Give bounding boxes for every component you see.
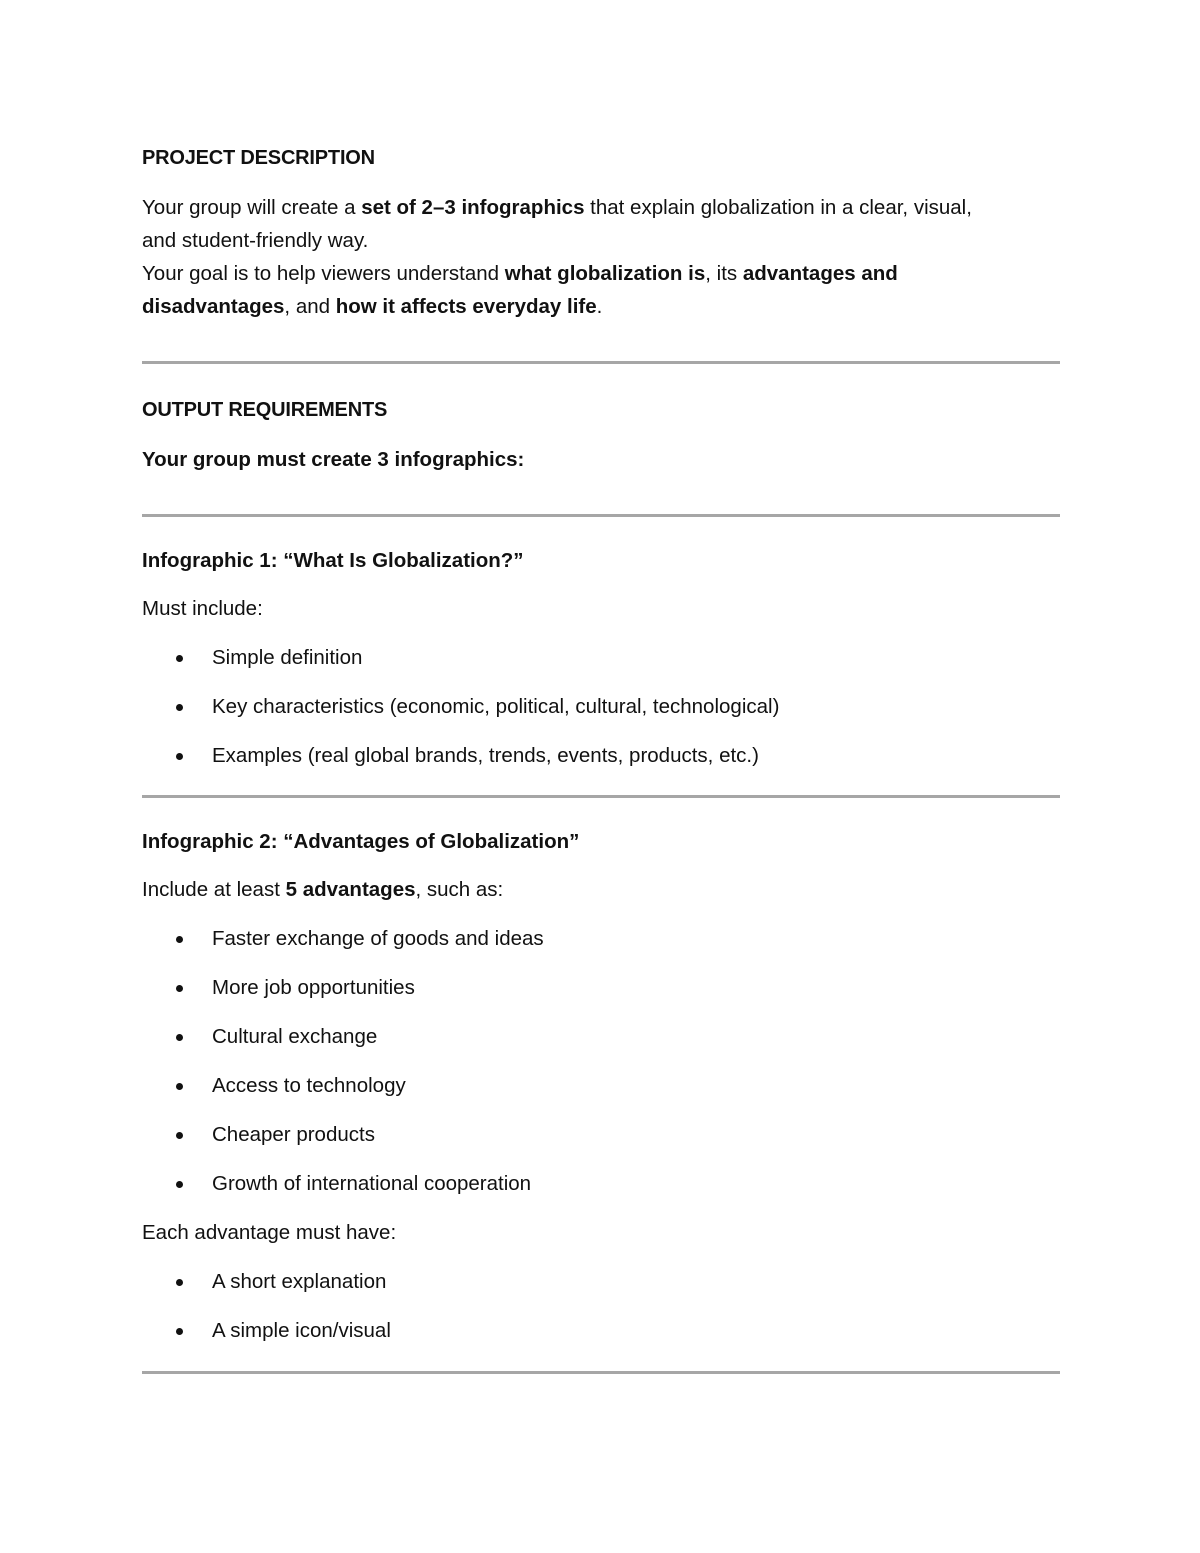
list-item-text: Growth of international cooperation: [212, 1172, 532, 1195]
list-item: [142, 1118, 1060, 1167]
list-item: [142, 739, 1060, 788]
bullet-icon: [176, 1034, 183, 1041]
infographic-1-title: Infographic 1: “What Is Globalization?”: [142, 549, 524, 572]
text-run: , such as:: [415, 878, 504, 901]
list-item-text: Cultural exchange: [212, 1025, 378, 1048]
bullet-icon: [176, 704, 183, 711]
project-description-line-1: [142, 191, 1060, 224]
bullet-icon: [176, 1083, 183, 1090]
list-item-text: Simple definition: [212, 646, 363, 669]
list-item-text: Key characteristics (economic, political, cultural, technological): [212, 695, 780, 718]
project-description-line-4: [142, 290, 1060, 323]
list-item: [142, 922, 1060, 971]
bullet-icon: [176, 936, 183, 943]
bullet-icon: [176, 1132, 183, 1139]
list-item-text: Cheaper products: [212, 1123, 375, 1146]
bullet-icon: [176, 985, 183, 992]
document-content: [142, 142, 1060, 1374]
list-item-text: A simple icon/visual: [212, 1319, 391, 1342]
list-item: [142, 971, 1060, 1020]
list-item-text: A short explanation: [212, 1270, 387, 1293]
text-run: Your goal is to help viewers understand: [142, 262, 505, 285]
advantages-list: [142, 922, 1060, 1216]
infographic-1-list: [142, 641, 1060, 788]
text-run: Include at least: [142, 878, 286, 901]
infographic-2-title: Infographic 2: “Advantages of Globalization”: [142, 830, 580, 853]
infographic-2-intro: [142, 873, 1060, 906]
list-item-text: More job opportunities: [212, 976, 415, 999]
bullet-icon: [176, 1279, 183, 1286]
emphasis-everyday-life: how it affects everyday life: [335, 295, 597, 318]
list-item: [142, 1069, 1060, 1118]
bullet-icon: [176, 1328, 183, 1335]
emphasis-5-advantages: 5 advantages: [285, 878, 416, 901]
text-run: , and: [284, 295, 336, 318]
text-run: , its: [705, 262, 743, 285]
text-run: Your group will create a: [142, 196, 362, 219]
list-item: [142, 1265, 1060, 1314]
output-requirements-heading: OUTPUT REQUIREMENTS: [142, 399, 388, 421]
bullet-icon: [176, 655, 183, 662]
infographic-1-intro: Must include:: [142, 597, 263, 620]
list-item: [142, 1314, 1060, 1363]
bullet-icon: [176, 1181, 183, 1188]
emphasis-advantages-and: advantages and: [742, 262, 898, 285]
emphasis-disadvantages: disadvantages: [142, 295, 285, 318]
each-advantage-label: Each advantage must have:: [142, 1221, 397, 1244]
list-item-text: Access to technology: [212, 1074, 406, 1097]
project-description-line-2: and student-friendly way.: [142, 229, 369, 252]
text-run: .: [596, 295, 603, 318]
list-item: [142, 690, 1060, 739]
emphasis-what-globalization-is: what globalization is: [504, 262, 706, 285]
emphasis-set-of-infographics: set of 2–3 infographics: [361, 196, 585, 219]
output-requirements-subheading: Your group must create 3 infographics:: [142, 448, 525, 471]
project-description-heading: PROJECT DESCRIPTION: [142, 147, 375, 169]
text-run: that explain globalization in a clear, visual,: [584, 196, 972, 219]
list-item: [142, 641, 1060, 690]
project-description-line-3: [142, 257, 1060, 290]
list-item: [142, 1167, 1060, 1216]
list-item-text: Faster exchange of goods and ideas: [212, 927, 544, 950]
list-item-text: Examples (real global brands, trends, events, products, etc.): [212, 744, 759, 767]
bullet-icon: [176, 753, 183, 760]
section-divider: [142, 1371, 1060, 1374]
each-advantage-list: [142, 1265, 1060, 1363]
list-item: [142, 1020, 1060, 1069]
